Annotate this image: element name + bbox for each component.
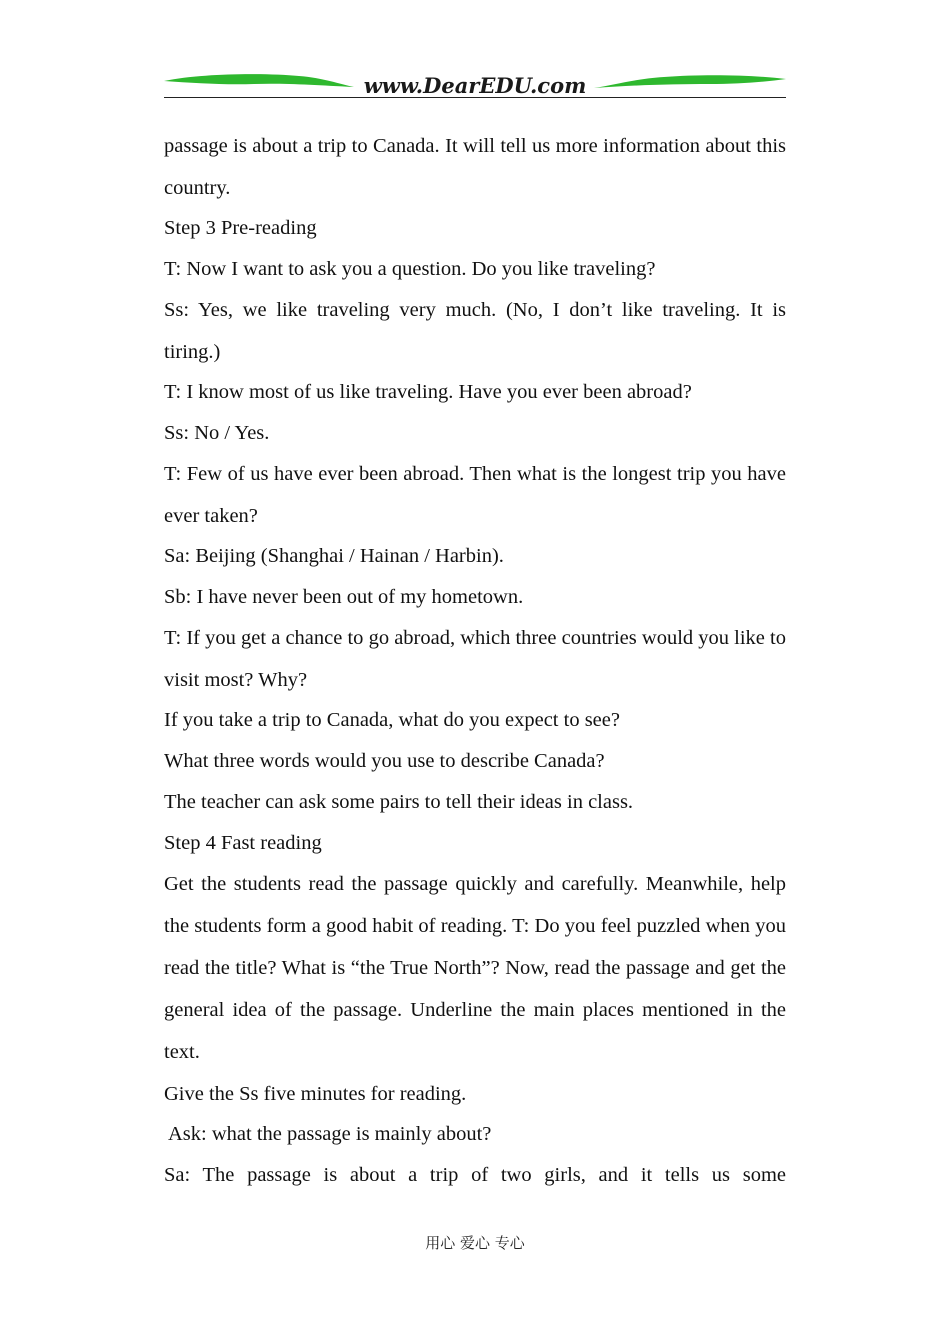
step-heading: Step 3 Pre-reading bbox=[164, 217, 317, 240]
site-logo-banner bbox=[164, 70, 786, 100]
header-divider bbox=[164, 97, 786, 98]
paragraph: The teacher can ask some pairs to tell their ideas in class. bbox=[164, 790, 634, 813]
dialogue-line: Ss: No / Yes. bbox=[164, 422, 270, 445]
paragraph: Get the students read the passage quickly and carefully. Meanwhile, help the students form a good habit of reading. T: Do you feel puzzled when you read the title? What is “the True North”? Now, read the passage and get the general idea of the passage. Underline the main places mentioned in the text. bbox=[164, 872, 786, 1063]
paragraph: Give the Ss five minutes for reading. bbox=[164, 1082, 467, 1105]
dialogue-line: Sa: Beijing (Shanghai / Hainan / Harbin). bbox=[164, 545, 504, 568]
dialogue-line: T: If you get a chance to go abroad, which three countries would you like to visit most? Why? bbox=[164, 626, 786, 691]
dialogue-line: T: Few of us have ever been abroad. Then what is the longest trip you have ever taken? bbox=[164, 462, 786, 527]
body-text bbox=[164, 125, 786, 1195]
right-swoosh-icon bbox=[594, 75, 786, 88]
dialogue-line: T: I know most of us like traveling. Have you ever been abroad? bbox=[164, 381, 692, 404]
paragraph: Ask: what the passage is mainly about? bbox=[164, 1123, 492, 1146]
dialogue-line: Sa: The passage is about a trip of two girls, and it tells us some bbox=[164, 1164, 786, 1187]
paragraph: If you take a trip to Canada, what do you expect to see? bbox=[164, 709, 620, 732]
dialogue-line: Sb: I have never been out of my hometown. bbox=[164, 586, 524, 609]
footer-motto: 用心 爱心 专心 bbox=[425, 1234, 525, 1252]
paragraph: passage is about a trip to Canada. It will tell us more information about this country. bbox=[164, 135, 786, 199]
left-swoosh-icon bbox=[164, 74, 354, 87]
dialogue-line: Ss: Yes, we like traveling very much. (No, I don’t like traveling. It is tiring.) bbox=[164, 298, 786, 363]
dialogue-line: T: Now I want to ask you a question. Do you like traveling? bbox=[164, 258, 656, 281]
paragraph: What three words would you use to describe Canada? bbox=[164, 750, 605, 773]
step-heading: Step 4 Fast reading bbox=[164, 831, 322, 854]
site-logo-text: www.DearEDU.com bbox=[363, 73, 587, 98]
